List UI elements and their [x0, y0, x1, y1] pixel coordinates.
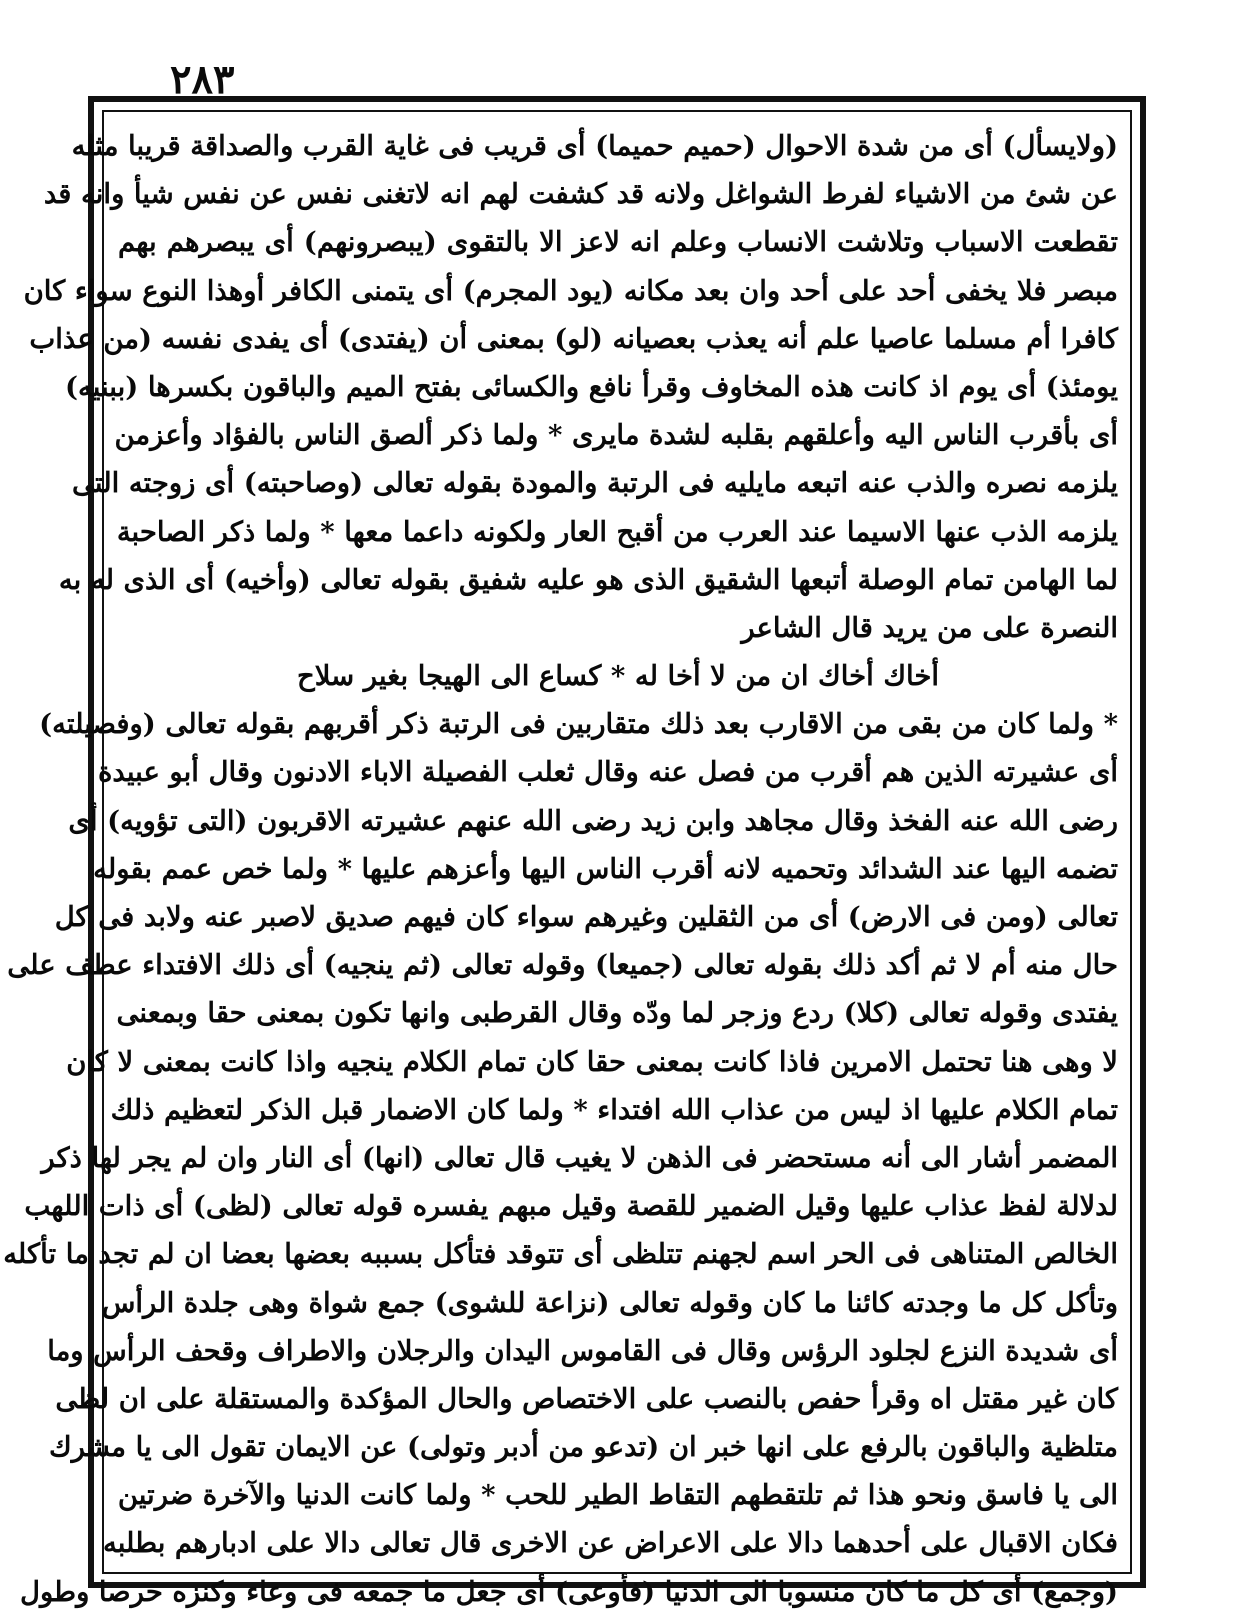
text-line: كان غير مقتل اه وقرأ حفص بالنصب على الاختصاص والحال المؤكدة والمستقلة على ان لظى: [55, 1382, 1118, 1415]
text-line: النصرة على من يريد قال الشاعر: [741, 611, 1118, 644]
text-line: عن شئ من الاشياء لفرط الشواغل ولانه قد كشفت لهم انه لاتغنى نفس عن نفس شيأ وانه قد: [43, 178, 1118, 211]
text-line: الخالص المتناهى فى الحر اسم لجهنم تتلظى أى تتوقد فتأكل بسببه بعضها بعضا ان لم تجد ما تأكله: [3, 1238, 1118, 1271]
text-line: أى عشيرته الذين هم أقرب من فصل عنه وقال ثعلب الفصيلة الاباء الادنون وقال أبو عبيدة: [98, 756, 1118, 789]
text-line: أى شديدة النزع لجلود الرؤس وقال فى القاموس اليدان والرجلان والاطراف وقحف الرأس وما: [47, 1334, 1118, 1367]
text-line: يومئذ) أى يوم اذ كانت هذه المخاوف وقرأ نافع والكسائى بفتح الميم والباقون بكسرها (ببنيه): [64, 370, 1118, 403]
text-line: تعالى (ومن فى الارض) أى من الثقلين وغيرهم سواء كان فيهم صديق لاصبر عنه ولابد فى كل: [54, 901, 1118, 933]
text-line: المضمر أشار الى أنه مستحضر فى الذهن لا يغيب قال تعالى (انها) أى النار وان لم يجر لها ذكر: [41, 1141, 1118, 1174]
text-line: (وجمع) أى كل ما كان منسوبا الى الدنيا (فأوعى) أى جعل ما جمعه فى وعاء وكنزه حرصا وطول: [20, 1575, 1118, 1608]
text-line: يلزمه نصره والذب عنه اتبعه مايليه فى الرتبة والمودة بقوله تعالى (وصاحبته) أى زوجته التى: [72, 467, 1118, 500]
text-line: * ولما كان من بقى من الاقارب بعد ذلك متقاربين فى الرتبة ذكر أقربهم بقوله تعالى (وفصيلته): [39, 708, 1118, 741]
page-number: ٢٨٣: [170, 56, 235, 103]
poetry-verse: أخاك أخاك ان من لا أخا له * كساع الى الهيجا بغير سلاح: [296, 660, 940, 693]
text-line: رضى الله عنه الفخذ وقال مجاهد وابن زيد رضى الله عنهم عشيرته الاقربون (التى تؤويه) أى: [68, 804, 1118, 837]
text-line: لما الهامن تمام الوصلة أتبعها الشقيق الذى هو عليه شفيق بقوله تعالى (وأخيه) أى الذى له به: [58, 563, 1118, 596]
body-text: [3, 122, 1118, 1608]
text-line: الى يا فاسق ونحو هذا ثم تلتقطهم التقاط الطير للحب * ولما كانت الدنيا والآخرة ضرتين: [117, 1479, 1118, 1512]
text-line: حال منه أم لا ثم أكد ذلك بقوله تعالى (جميعا) وقوله تعالى (ثم ينجيه) أى ذلك الافتداء عطف على: [7, 949, 1118, 982]
text-line: متلظية والباقون بالرفع على انها خبر ان (تدعو من أدبر وتولى) عن الايمان تقول الى يا مشرك: [48, 1431, 1118, 1464]
text-line: يلزمه الذب عنها الاسيما عند العرب من أقبح العار ولكونه داعما معها * ولما ذكر الصاحبة: [116, 515, 1118, 548]
text-line: فكان الاقبال على أحدهما دالا على الاعراض عن الاخرى قال تعالى دالا على ادبارهم بطلبه: [103, 1527, 1118, 1560]
text-line: وتأكل كل ما وجدته كائنا ما كان وقوله تعالى (نزاعة للشوى) جمع شواة وهى جلدة الرأس: [101, 1286, 1118, 1319]
text-line: تقطعت الاسباب وتلاشت الانساب وعلم انه لاعز الا بالتقوى (يبصرونهم) أى يبصرهم بهم: [118, 226, 1118, 259]
text-line: لدلالة لفظ عذاب عليها وقيل الضمير للقصة وقيل مبهم يفسره قوله تعالى (لظى) أى ذات اللهب: [24, 1190, 1118, 1223]
text-line: يفتدى وقوله تعالى (كلا) ردع وزجر لما ودّه وقال القرطبى وانها تكون بمعنى حقا وبمعنى: [116, 997, 1118, 1030]
text-line: مبصر فلا يخفى أحد على أحد وان بعد مكانه (يود المجرم) أى يتمنى الكافر أوهذا النوع سواء كان: [23, 274, 1118, 307]
text-line: كافرا أم مسلما عاصيا علم أنه يعذب بعصيانه (لو) بمعنى أن (يفتدى) أى يفدى نفسه (من عذاب: [29, 322, 1118, 355]
text-line: تمام الكلام عليها اذ ليس من عذاب الله افتداء * ولما كان الاضمار قبل الذكر لتعظيم ذلك: [110, 1093, 1118, 1126]
text-line: لا وهى هنا تحتمل الامرين فاذا كانت بمعنى حقا كان تمام الكلام ينجيه واذا كانت بمعنى لا كان: [66, 1045, 1118, 1078]
text-line: (ولايسأل) أى من شدة الاحوال (حميم حميما) أى قريب فى غاية القرب والصداقة قريبا مثله: [71, 130, 1118, 162]
text-line: تضمه اليها عند الشدائد وتحميه لانه أقرب الناس اليها وأعزهم عليها * ولما خص عمم بقوله: [93, 852, 1118, 885]
text-line: أى بأقرب الناس اليه وأعلقهم بقلبه لشدة مايرى * ولما ذكر ألصق الناس بالفؤاد وأعزمن: [114, 419, 1118, 452]
